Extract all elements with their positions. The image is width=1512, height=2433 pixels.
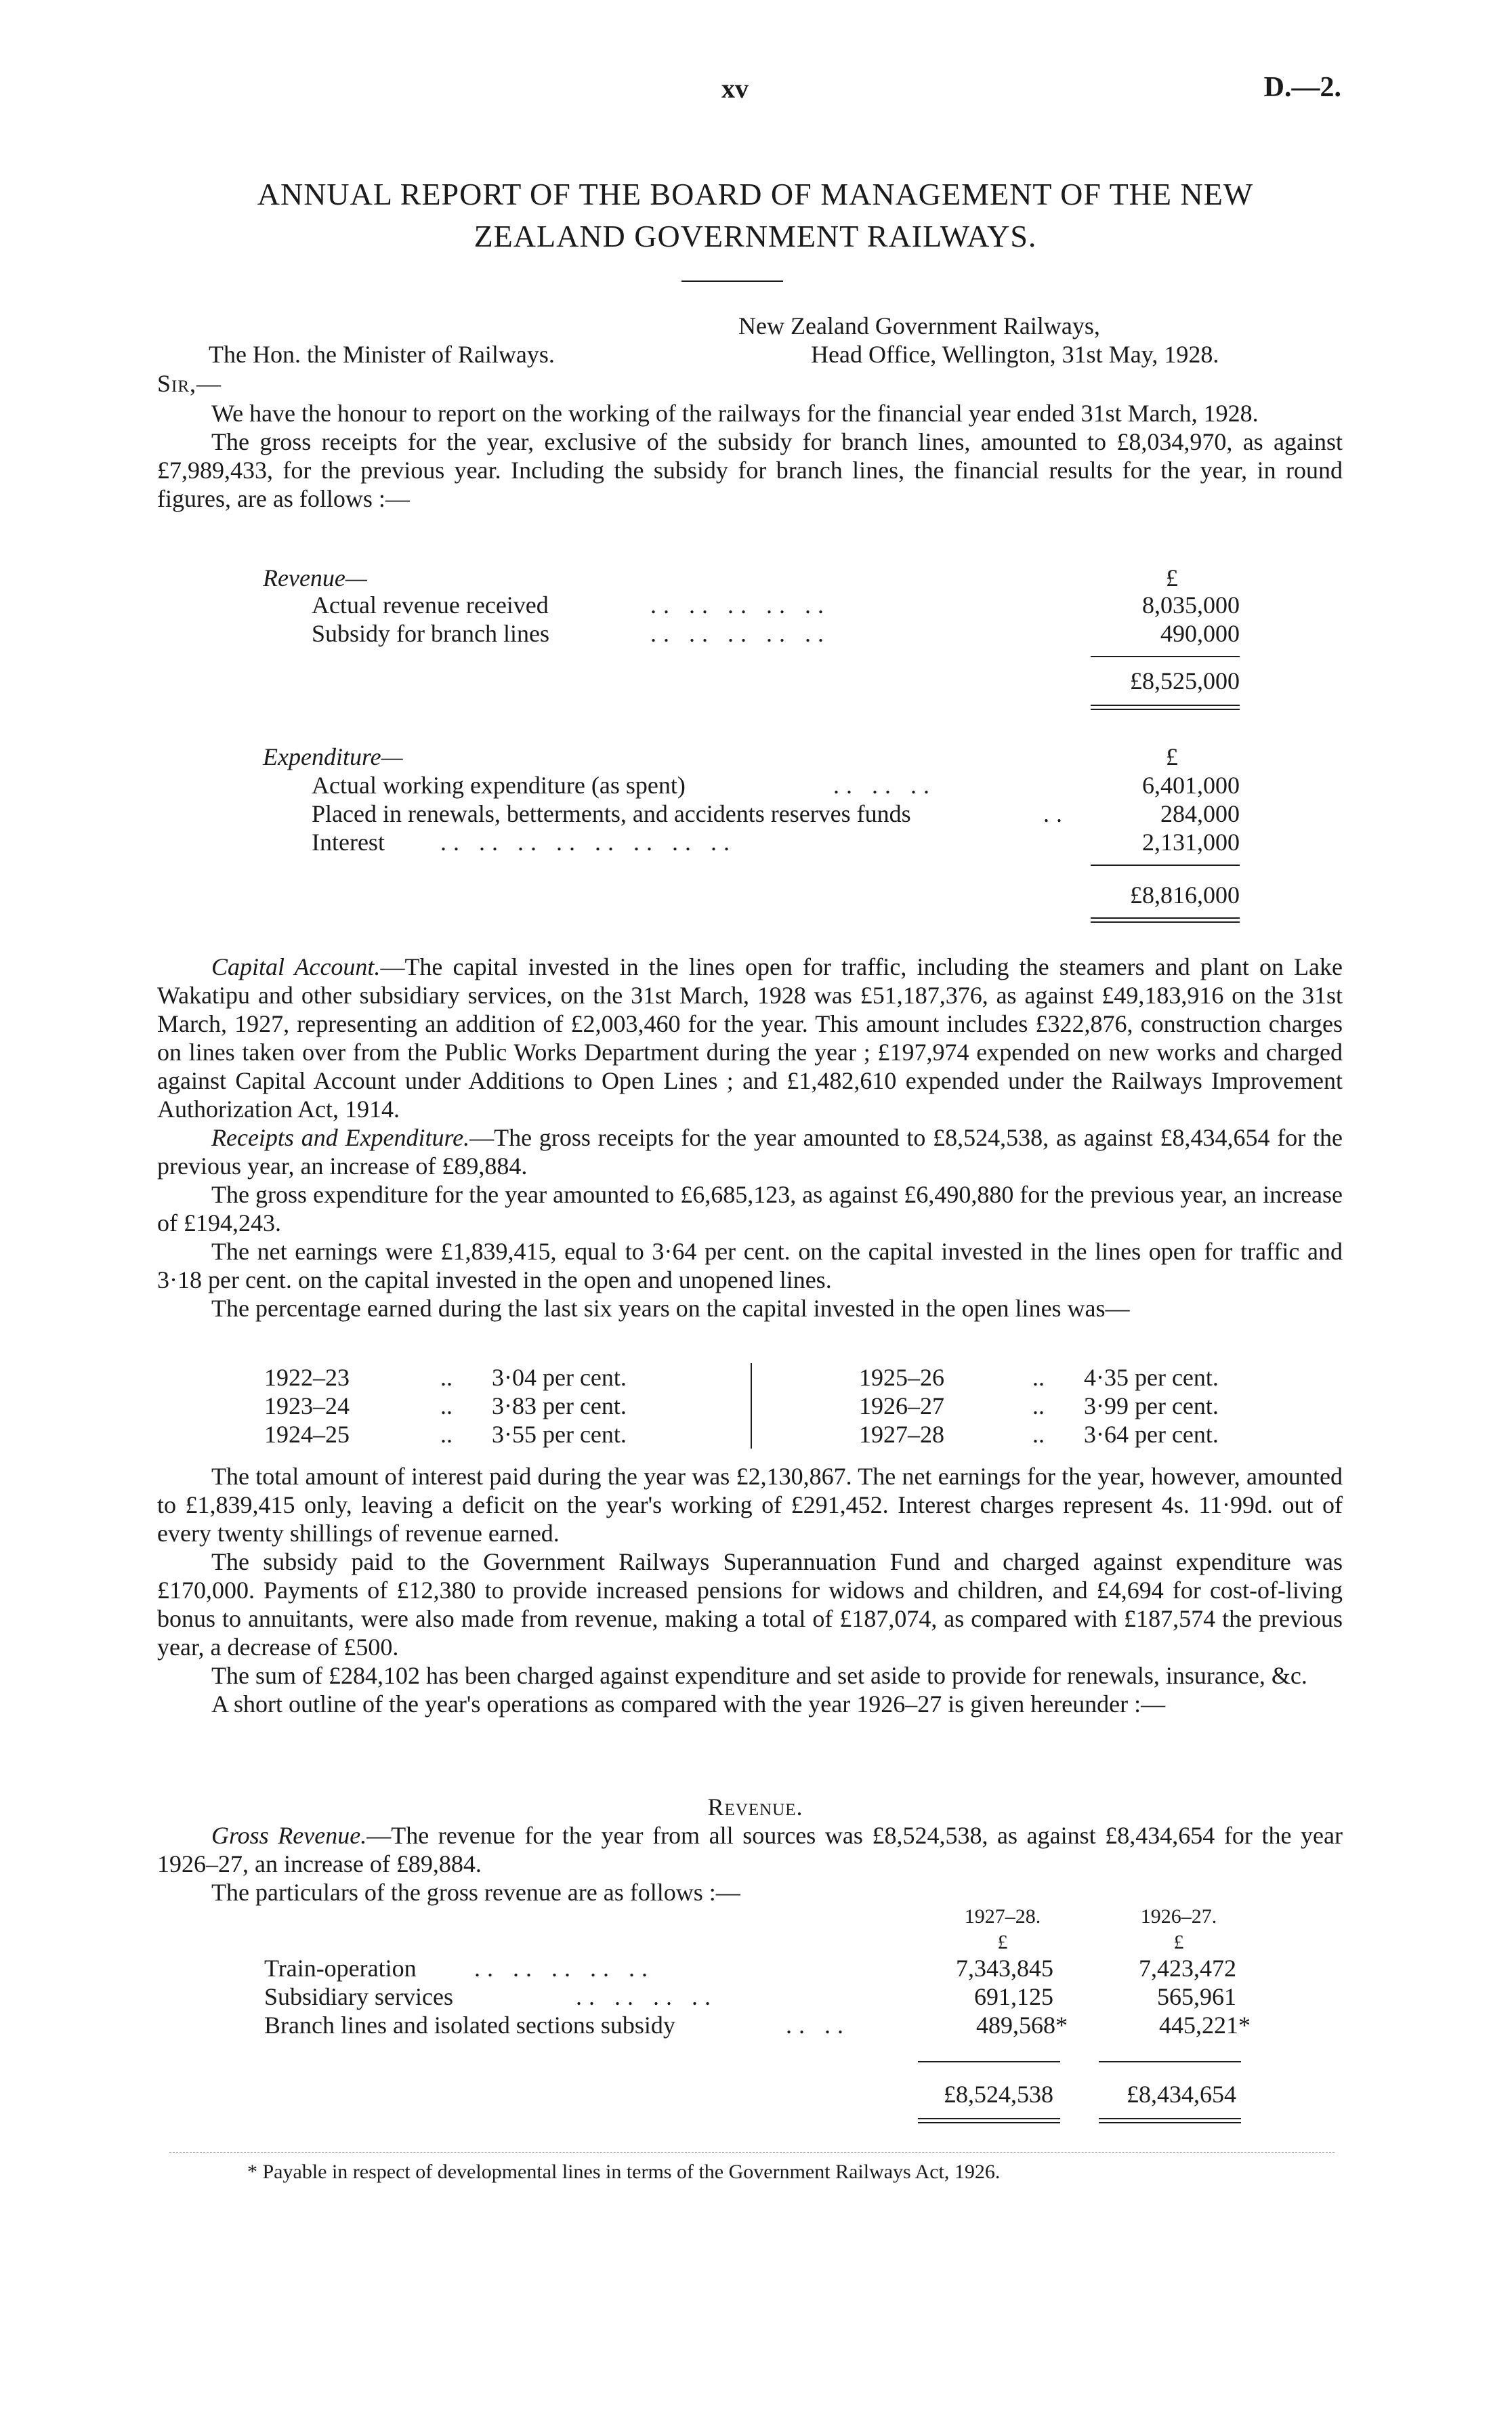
column-header-1926-27: 1926–27. bbox=[1140, 1905, 1217, 1928]
expenditure-row-1-value: 6,401,000 bbox=[1142, 772, 1240, 799]
percentage-right-value-1: 4·35 per cent. bbox=[1084, 1364, 1219, 1391]
renewals-paragraph: The sum of £284,102 has been charged against expenditure and set aside to provide for renewals, insurance, &c. bbox=[211, 1662, 1307, 1689]
sender-office: Head Office, Wellington, 31st May, 1928. bbox=[811, 341, 1219, 368]
percentage-right-year-1: 1925–26 bbox=[859, 1364, 944, 1391]
gross-revenue-paragraph bbox=[157, 1821, 1343, 1878]
revenue-total: £8,525,000 bbox=[1130, 667, 1240, 694]
percentage-left-dots-1: .. bbox=[440, 1364, 453, 1391]
column-unit-2: £ bbox=[1173, 1931, 1184, 1953]
gross-row-3-label: Branch lines and isolated sections subsidy bbox=[264, 2012, 675, 2039]
revenue-row-2-dots: .. .. .. .. .. bbox=[650, 620, 831, 647]
revenue-row-1-value: 8,035,000 bbox=[1142, 591, 1240, 619]
title-divider bbox=[681, 280, 783, 282]
expenditure-unit: £ bbox=[1166, 743, 1178, 770]
title-line-1: ANNUAL REPORT OF THE BOARD OF MANAGEMENT OF THE NEW bbox=[257, 177, 1254, 211]
revenue-total-double-rule bbox=[1091, 705, 1240, 710]
page-number: xv bbox=[721, 73, 749, 104]
percentage-left-dots-2: .. bbox=[440, 1392, 453, 1419]
gross-revenue-text: —The revenue for the year from all sources was £8,524,538, as against £8,434,654 for the year 1926–27, an increase of £89,884. bbox=[157, 1822, 1343, 1877]
capital-and-receipts-section bbox=[157, 953, 1343, 1323]
intro bbox=[157, 399, 1343, 513]
gross-row-3-1926-27: 445,221* bbox=[1159, 2012, 1251, 2039]
percentage-left-year-3: 1924–25 bbox=[264, 1421, 350, 1448]
gross-total-double-rule-1 bbox=[918, 2118, 1060, 2123]
percentage-table-divider bbox=[751, 1363, 752, 1449]
percentage-intro-paragraph: The percentage earned during the last six years on the capital invested in the open lines was— bbox=[211, 1295, 1130, 1322]
percentage-left-year-1: 1922–23 bbox=[264, 1364, 350, 1391]
expenditure-total: £8,816,000 bbox=[1130, 881, 1240, 909]
revenue-row-2-value: 490,000 bbox=[1160, 620, 1240, 647]
gross-total-rule-1 bbox=[918, 2061, 1060, 2062]
revenue-row-1-label: Actual revenue received bbox=[312, 591, 549, 619]
gross-total-rule-2 bbox=[1099, 2061, 1241, 2062]
title-line-2: ZEALAND GOVERNMENT RAILWAYS. bbox=[474, 219, 1037, 253]
salutation: Sir,— bbox=[157, 370, 222, 397]
expenditure-total-double-rule bbox=[1091, 917, 1240, 923]
revenue-row-1-dots: .. .. .. .. .. bbox=[650, 591, 831, 619]
percentage-right-year-3: 1927–28 bbox=[859, 1421, 944, 1448]
gross-row-1-label: Train-operation bbox=[264, 1955, 417, 1982]
gross-row-1-dots: .. .. .. .. .. bbox=[474, 1955, 654, 1982]
revenue-heading: Revenue— bbox=[263, 564, 367, 591]
receipts-paragraph bbox=[157, 1123, 1343, 1180]
expenditure-total-rule bbox=[1091, 865, 1240, 866]
expenditure-row-2-value: 284,000 bbox=[1160, 800, 1240, 827]
receipts-text: —The gross receipts for the year amounted to £8,524,538, as against £8,434,654 for the previous year, an increase of £89,884. bbox=[157, 1124, 1343, 1180]
interest-paragraph: The total amount of interest paid during the year was £2,130,867. The net earnings for the year, however, amounted to £1,839,415 only, leaving a deficit on the year's working of £291,452. Interest charges represent 4s. 11·99d. out of every twenty shillings of revenue earned. bbox=[157, 1463, 1343, 1547]
expenditure-heading: Expenditure— bbox=[263, 743, 403, 770]
gross-revenue bbox=[157, 1821, 1343, 1907]
superannuation-paragraph: The subsidy paid to the Government Railways Superannuation Fund and charged against expenditure was £170,000. Payments of £12,380 to provide increased pensions for widows and children, and £4,694 for cost-of-living bonus to annuitants, were also made from revenue, making a total of £187,074, as compared with £187,574 the previous year, a decrease of £500. bbox=[157, 1548, 1343, 1661]
gross-revenue-heading: Gross Revenue. bbox=[211, 1822, 367, 1849]
expenditure-row-3-value: 2,131,000 bbox=[1142, 829, 1240, 856]
expenditure-row-1-label: Actual working expenditure (as spent) bbox=[312, 772, 686, 799]
percentage-right-dots-1: .. bbox=[1032, 1364, 1045, 1391]
net-earnings-paragraph: The net earnings were £1,839,415, equal to 3·64 per cent. on the capital invested in the lines open for traffic and 3·18 per cent. on the capital invested in the open and unopened lines. bbox=[157, 1238, 1343, 1293]
percentage-left-value-1: 3·04 per cent. bbox=[492, 1364, 627, 1391]
percentage-right-dots-2: .. bbox=[1032, 1392, 1045, 1419]
percentage-right-year-2: 1926–27 bbox=[859, 1392, 944, 1419]
intro-paragraph-1: We have the honour to report on the working of the railways for the financial year ended 31st March, 1928. bbox=[211, 400, 1259, 427]
percentage-left-value-3: 3·55 per cent. bbox=[492, 1421, 627, 1448]
gross-row-1-1926-27: 7,423,472 bbox=[1139, 1955, 1236, 1982]
capital-account-paragraph bbox=[157, 953, 1343, 1123]
gross-expenditure-paragraph: The gross expenditure for the year amounted to £6,685,123, as against £6,490,880 for the previous year, an increase of £194,243. bbox=[157, 1181, 1343, 1236]
interest-section bbox=[157, 1462, 1343, 1718]
footnote-divider bbox=[169, 2152, 1335, 2153]
gross-row-2-label: Subsidiary services bbox=[264, 1983, 453, 2010]
revenue-row-2-label: Subsidy for branch lines bbox=[312, 620, 549, 647]
expenditure-row-3-dots: .. .. .. .. .. .. .. .. bbox=[440, 829, 736, 856]
capital-account-heading: Capital Account. bbox=[211, 953, 381, 980]
particulars-paragraph: The particulars of the gross revenue are as follows :— bbox=[211, 1879, 740, 1906]
percentage-right-dots-3: .. bbox=[1032, 1421, 1045, 1448]
outline-paragraph: A short outline of the year's operations as compared with the year 1926–27 is given hereunder :— bbox=[211, 1690, 1166, 1718]
percentage-right-value-2: 3·99 per cent. bbox=[1084, 1392, 1219, 1419]
intro-paragraph-2: The gross receipts for the year, exclusive of the subsidy for branch lines, amounted to £8,034,970, as against £7,989,433, for the previous year. Including the subsidy for branch lines, the financial results for the year, in round figures, are as follows :— bbox=[157, 428, 1343, 512]
recipient: The Hon. the Minister of Railways. bbox=[209, 341, 555, 368]
expenditure-row-2-dots: .. bbox=[1043, 800, 1069, 827]
gross-row-3-1927-28: 489,568* bbox=[976, 2012, 1068, 2039]
column-unit-1: £ bbox=[997, 1931, 1008, 1953]
document-reference: D.—2. bbox=[1263, 72, 1341, 103]
gross-total-1927-28: £8,524,538 bbox=[944, 2081, 1053, 2108]
report-title bbox=[135, 173, 1375, 257]
revenue-unit: £ bbox=[1166, 564, 1178, 591]
receipts-heading: Receipts and Expenditure. bbox=[211, 1124, 470, 1151]
revenue-section-heading: Revenue. bbox=[707, 1793, 803, 1821]
gross-row-2-1927-28: 691,125 bbox=[974, 1983, 1053, 2010]
revenue-total-rule bbox=[1091, 656, 1240, 657]
gross-row-2-1926-27: 565,961 bbox=[1157, 1983, 1236, 2010]
column-header-1927-28: 1927–28. bbox=[964, 1905, 1041, 1928]
gross-row-3-dots: .. .. bbox=[786, 2012, 850, 2039]
expenditure-row-2-label: Placed in renewals, betterments, and accidents reserves funds bbox=[312, 800, 911, 827]
sender-organisation: New Zealand Government Railways, bbox=[738, 312, 1100, 339]
percentage-left-value-2: 3·83 per cent. bbox=[492, 1392, 627, 1419]
expenditure-row-3-label: Interest bbox=[312, 829, 385, 856]
gross-total-1926-27: £8,434,654 bbox=[1127, 2081, 1236, 2108]
gross-total-double-rule-2 bbox=[1099, 2118, 1241, 2123]
footnote: * Payable in respect of developmental lines in terms of the Government Railways Act, 1926. bbox=[247, 2161, 1001, 2183]
gross-row-2-dots: .. .. .. .. bbox=[576, 1983, 717, 2010]
expenditure-row-1-dots: .. .. .. bbox=[833, 772, 936, 799]
gross-row-1-1927-28: 7,343,845 bbox=[956, 1955, 1053, 1982]
percentage-left-dots-3: .. bbox=[440, 1421, 453, 1448]
percentage-left-year-2: 1923–24 bbox=[264, 1392, 350, 1419]
percentage-right-value-3: 3·64 per cent. bbox=[1084, 1421, 1219, 1448]
capital-account-text: —The capital invested in the lines open for traffic, including the steamers and plant on Lake Wakatipu and other subsidiary services, on the 31st March, 1928 was £51,187,376, as against £49,183,916 on the 31st March, 1927, representing an addition of £2,003,460 for the year. This amount includes £322,876, construction charges on lines taken over from the Public Works Department during the year ; £197,974 expended on new works and charged against Capital Account under Additions to Open Lines ; and £1,482,610 expended under the Railways Improvement Authorization Act, 1914. bbox=[157, 953, 1343, 1123]
